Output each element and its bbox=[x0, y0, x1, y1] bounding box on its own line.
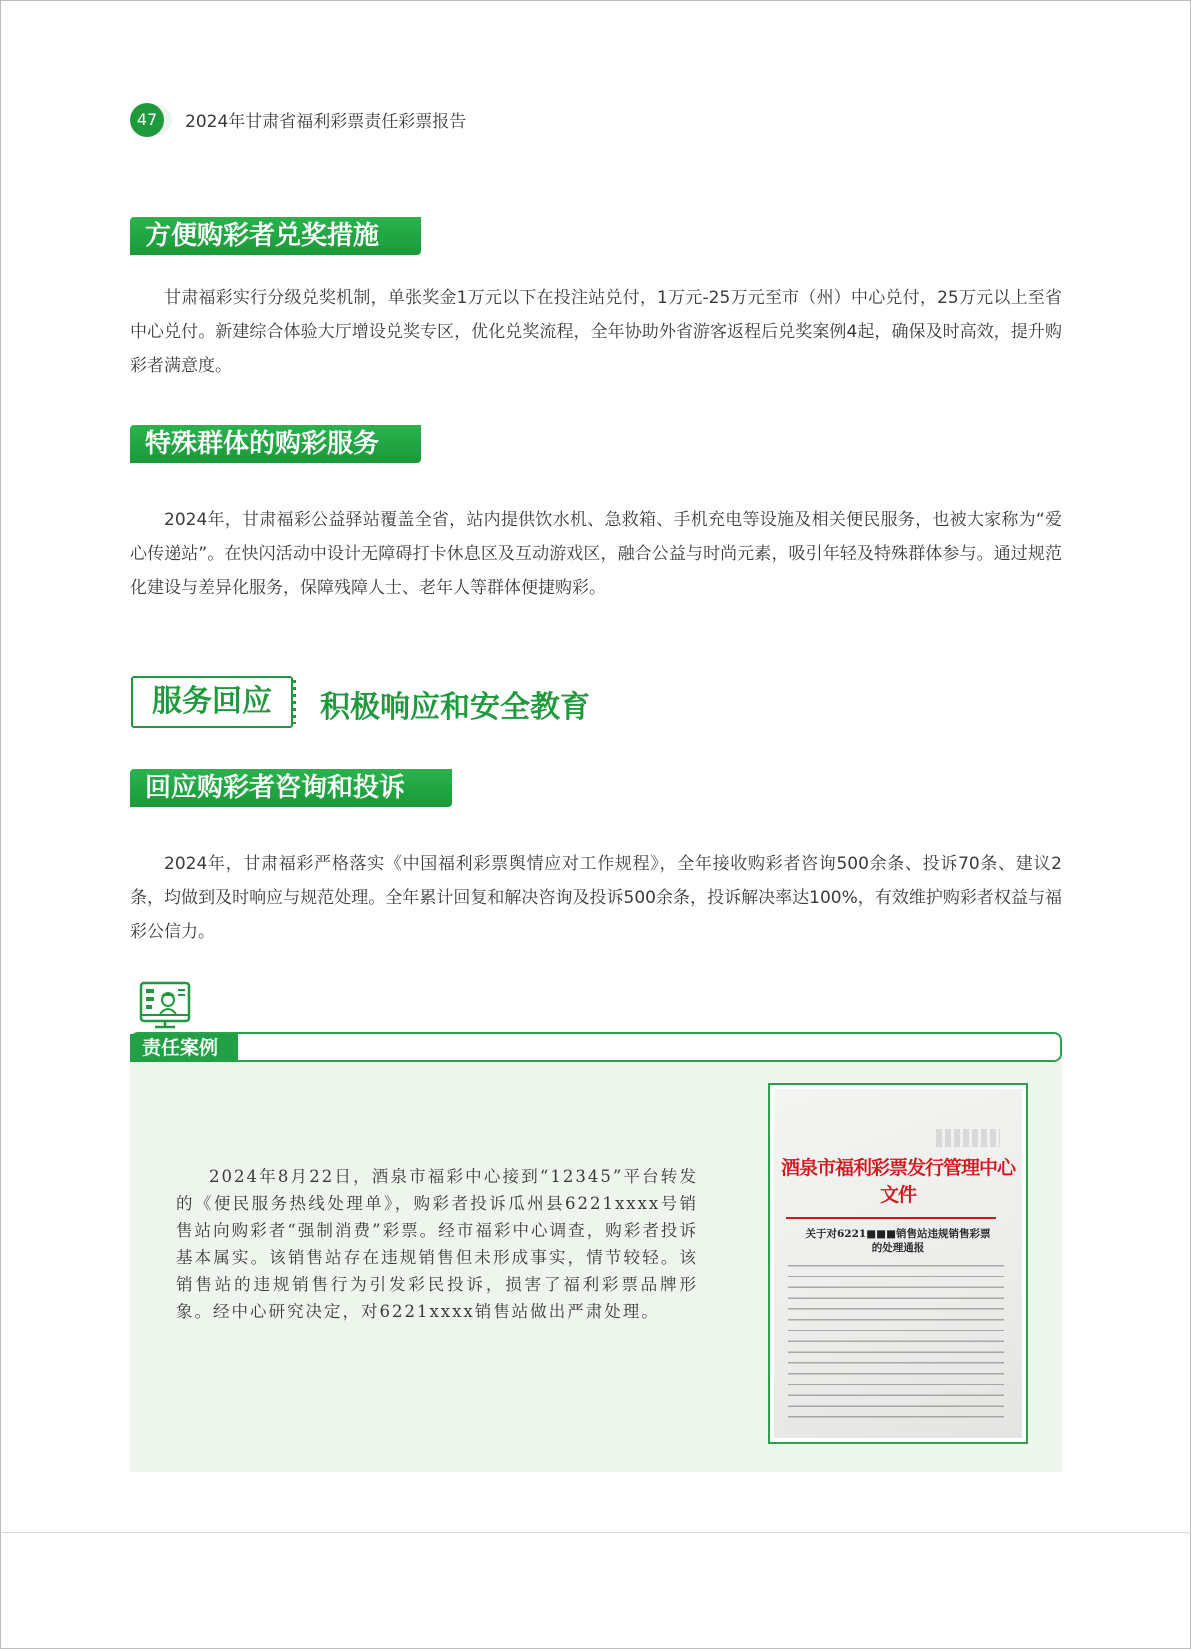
document-subtitle bbox=[774, 1227, 1022, 1255]
case-text: 2024年8月22日，酒泉市福彩中心接到“12345”平台转发的《便民服务热线处理单》，购彩者投诉瓜州县6221xxxx号销售站向购彩者“强制消费”彩票。经市福彩中心调查，购彩者投诉基本属实。该销售站存在违规销售但未形成事实，情节较轻。该销售站的违规销售行为引发彩民投诉，损害了福利彩票品牌形象。经中心研究决定，对6221xxxx销售站做出严肃处理。 bbox=[176, 1167, 698, 1321]
major-heading-title: 积极响应和安全教育 bbox=[320, 690, 590, 725]
major-heading-label: 服务回应 bbox=[131, 676, 293, 728]
section-title-redeem: 方便购彩者兑奖措施 bbox=[130, 217, 421, 255]
section-body-special: 2024年，甘肃福彩公益驿站覆盖全省，站内提供饮水机、急救箱、手机充电等设施及相关便民服务，也被大家称为“爱心传递站”。在快闪活动中设计无障碍打卡休息区及互动游戏区，融合公益与时尚元素，吸引年轻及特殊群体参与。通过规范化建设与差异化服务，保障残障人士、老年人等群体便捷购彩。 bbox=[130, 510, 1062, 598]
footer-divider bbox=[0, 1532, 1191, 1533]
document-subtitle-line1: 关于对6221■■■销售站违规销售彩票 bbox=[805, 1228, 991, 1240]
document-photo bbox=[768, 1083, 1028, 1444]
document-header: 酒泉市福利彩票发行管理中心文件 bbox=[780, 1157, 1015, 1206]
worker-screen-icon bbox=[138, 980, 192, 1030]
document-subtitle-line2: 的处理通报 bbox=[871, 1242, 925, 1254]
major-heading-divider bbox=[293, 680, 296, 724]
report-title: 2024年甘肃省福利彩票责任彩票报告 bbox=[185, 112, 467, 132]
document-paper bbox=[774, 1089, 1022, 1438]
document-scribble bbox=[936, 1129, 1000, 1147]
section-title-special: 特殊群体的购彩服务 bbox=[130, 425, 421, 463]
section-title-complaints: 回应购彩者咨询和投诉 bbox=[130, 769, 452, 807]
section-body-complaints: 2024年，甘肃福彩严格落实《中国福利彩票舆情应对工作规程》，全年接收购彩者咨询500余条、投诉70条、建议2条，均做到及时响应与规范处理。全年累计回复和解决咨询及投诉500余条，投诉解决率达100%，有效维护购彩者权益与福彩公信力。 bbox=[130, 854, 1062, 942]
page-number: 47 bbox=[130, 103, 164, 137]
case-tag: 责任案例 bbox=[130, 1034, 238, 1063]
section-body-redeem: 甘肃福彩实行分级兑奖机制，单张奖金1万元以下在投注站兑付，1万元-25万元至市（州）中心兑付，25万元以上至省中心兑付。新建综合体验大厅增设兑奖专区，优化兑奖流程，全年协助外省游客返程后兑奖案例4起，确保及时高效，提升购彩者满意度。 bbox=[130, 288, 1062, 376]
document-body-lines bbox=[788, 1265, 1004, 1418]
case-header-outline bbox=[130, 1032, 1062, 1062]
document-red-rule bbox=[786, 1217, 996, 1219]
